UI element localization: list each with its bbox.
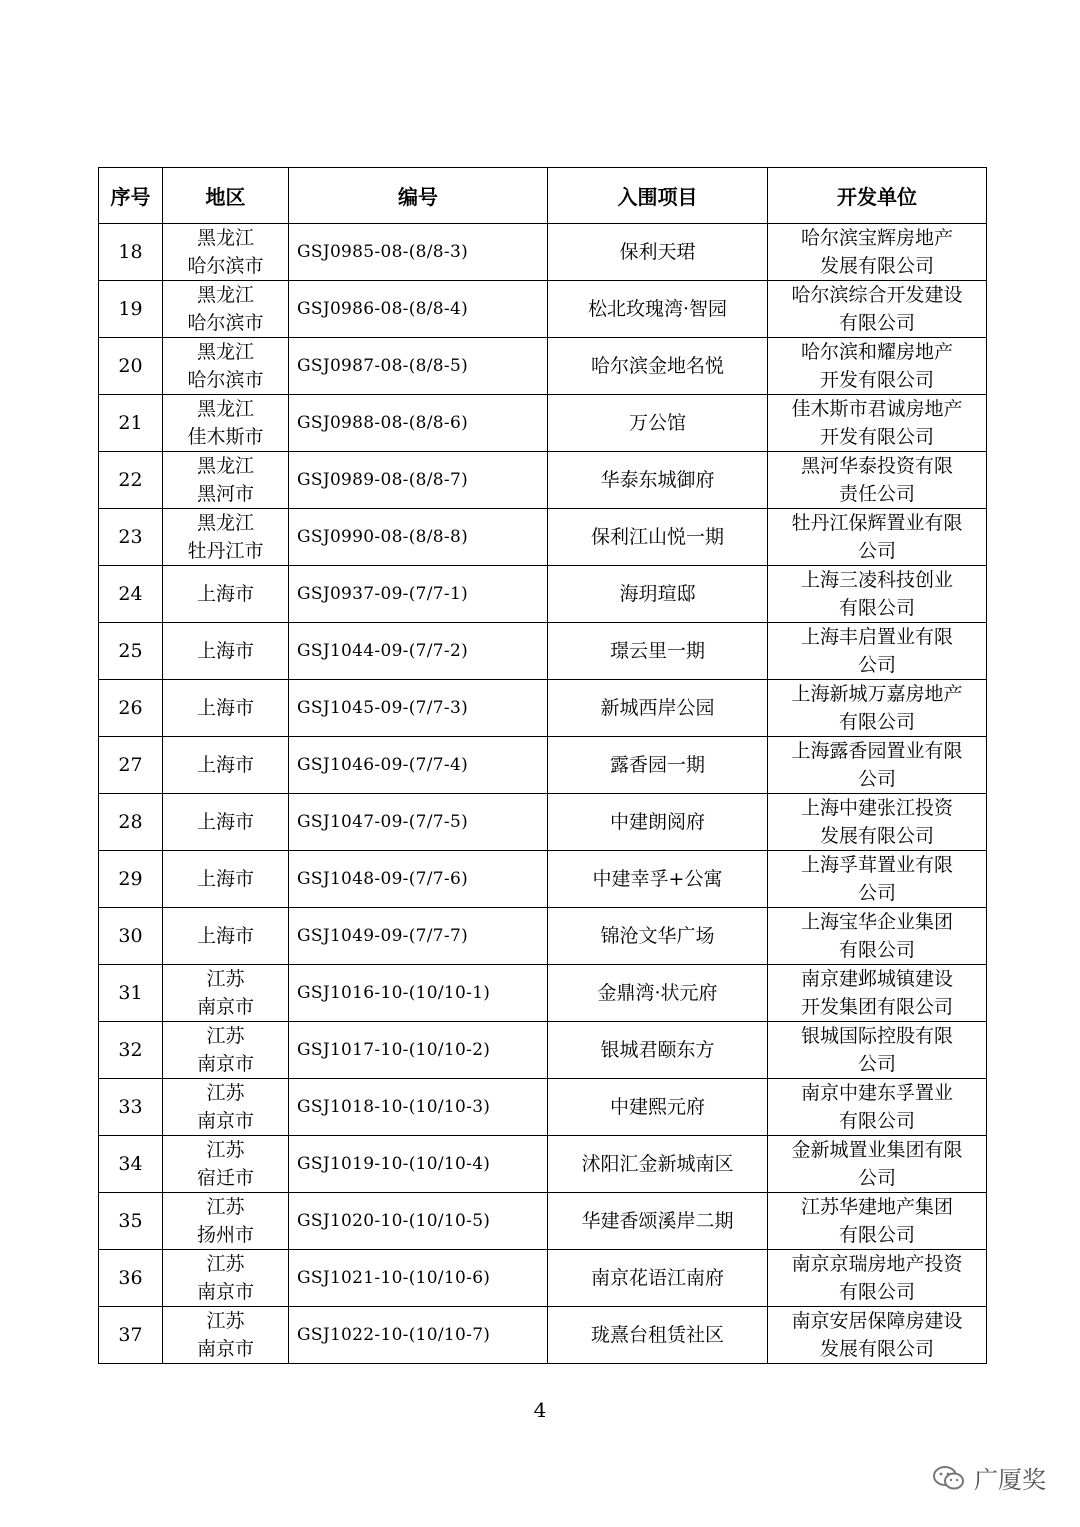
- region-line: 南京市: [196, 1281, 254, 1303]
- code-cell: GSJ0987-08-(8/8-5): [289, 338, 548, 395]
- region-cell: [163, 338, 289, 395]
- region-cell: [163, 965, 289, 1022]
- developer-cell: [768, 851, 987, 908]
- region-cell: [163, 794, 289, 851]
- region-cell: [163, 509, 289, 566]
- table-row: [99, 1193, 987, 1250]
- developer-cell: [768, 1307, 987, 1364]
- header-code: 编号: [289, 168, 548, 224]
- row-number-cell: 37: [99, 1307, 163, 1364]
- row-number-cell: 20: [99, 338, 163, 395]
- code-cell: GSJ0986-08-(8/8-4): [289, 281, 548, 338]
- developer-cell: [768, 452, 987, 509]
- table-row: [99, 965, 987, 1022]
- developer-cell: [768, 623, 987, 680]
- table-row: [99, 566, 987, 623]
- developer-cell: [768, 794, 987, 851]
- region-line: 哈尔滨市: [187, 369, 264, 391]
- developer-line: 黑河华泰投资有限: [800, 455, 953, 477]
- region-line: 黑龙江: [196, 341, 254, 363]
- region-line: 扬州市: [196, 1224, 254, 1246]
- project-cell: 保利天珺: [548, 224, 768, 281]
- row-number-cell: 26: [99, 680, 163, 737]
- region-line: 南京市: [196, 1338, 254, 1360]
- developer-line: 上海宝华企业集团: [800, 911, 953, 933]
- developer-line: 佳木斯市君诚房地产: [791, 398, 963, 420]
- developer-line: 上海新城万嘉房地产: [791, 683, 963, 705]
- table-row: [99, 1079, 987, 1136]
- project-cell: 南京花语江南府: [548, 1250, 768, 1307]
- region-cell: [163, 737, 289, 794]
- region-cell: [163, 1079, 289, 1136]
- region-line: 南京市: [196, 996, 254, 1018]
- row-number-cell: 31: [99, 965, 163, 1022]
- watermark-text: 广厦奖: [974, 1466, 1046, 1494]
- project-cell: 中建朗阅府: [548, 794, 768, 851]
- developer-cell: [768, 1250, 987, 1307]
- region-cell: [163, 623, 289, 680]
- region-line: 黑龙江: [196, 455, 254, 477]
- developer-cell: [768, 1022, 987, 1079]
- project-cell: 露香园一期: [548, 737, 768, 794]
- region-line: 黑河市: [196, 483, 254, 505]
- developer-line: 牡丹江保辉置业有限: [791, 512, 963, 534]
- developer-line: 南京建邺城镇建设: [800, 968, 953, 990]
- code-cell: GSJ1018-10-(10/10-3): [289, 1079, 548, 1136]
- developer-line: 公司: [857, 1167, 896, 1189]
- region-line: 哈尔滨市: [187, 255, 264, 277]
- developer-cell: [768, 908, 987, 965]
- developer-cell: [768, 566, 987, 623]
- developer-line: 公司: [857, 540, 896, 562]
- developer-line: 江苏华建地产集团: [800, 1196, 953, 1218]
- row-number-cell: 23: [99, 509, 163, 566]
- code-cell: GSJ1045-09-(7/7-3): [289, 680, 548, 737]
- table-row: [99, 794, 987, 851]
- region-line: 江苏: [206, 1025, 245, 1047]
- project-cell: 珑熹台租赁社区: [548, 1307, 768, 1364]
- table-row: [99, 851, 987, 908]
- code-cell: GSJ0985-08-(8/8-3): [289, 224, 548, 281]
- developer-line: 有限公司: [838, 939, 915, 961]
- project-cell: 保利江山悦一期: [548, 509, 768, 566]
- region-line: 宿迁市: [196, 1167, 254, 1189]
- code-cell: GSJ1017-10-(10/10-2): [289, 1022, 548, 1079]
- table-row: [99, 452, 987, 509]
- row-number-cell: 19: [99, 281, 163, 338]
- developer-line: 有限公司: [838, 1281, 915, 1303]
- developer-cell: [768, 509, 987, 566]
- developer-line: 公司: [857, 768, 896, 790]
- region-cell: [163, 224, 289, 281]
- code-cell: GSJ1047-09-(7/7-5): [289, 794, 548, 851]
- developer-line: 上海露香园置业有限: [791, 740, 963, 762]
- region-cell: [163, 281, 289, 338]
- developer-line: 南京京瑞房地产投资: [791, 1253, 963, 1275]
- table-row: [99, 737, 987, 794]
- row-number-cell: 21: [99, 395, 163, 452]
- developer-line: 银城国际控股有限: [800, 1025, 953, 1047]
- code-cell: GSJ1021-10-(10/10-6): [289, 1250, 548, 1307]
- code-cell: GSJ0989-08-(8/8-7): [289, 452, 548, 509]
- region-line: 黑龙江: [196, 512, 254, 534]
- region-line: 江苏: [206, 1196, 245, 1218]
- project-cell: 璟云里一期: [548, 623, 768, 680]
- developer-cell: [768, 281, 987, 338]
- table-row: [99, 395, 987, 452]
- developer-cell: [768, 338, 987, 395]
- code-cell: GSJ1046-09-(7/7-4): [289, 737, 548, 794]
- code-cell: GSJ1016-10-(10/10-1): [289, 965, 548, 1022]
- row-number-cell: 24: [99, 566, 163, 623]
- developer-line: 上海三凌科技创业: [800, 569, 953, 591]
- region-cell: [163, 566, 289, 623]
- region-cell: [163, 1250, 289, 1307]
- nominee-table: [98, 167, 987, 1364]
- region-line: 江苏: [206, 1139, 245, 1161]
- row-number-cell: 28: [99, 794, 163, 851]
- developer-line: 上海中建张江投资: [800, 797, 953, 819]
- developer-cell: [768, 1193, 987, 1250]
- row-number-cell: 18: [99, 224, 163, 281]
- code-cell: GSJ1049-09-(7/7-7): [289, 908, 548, 965]
- project-cell: 万公馆: [548, 395, 768, 452]
- developer-line: 金新城置业集团有限: [791, 1139, 963, 1161]
- region-cell: [163, 1022, 289, 1079]
- developer-line: 有限公司: [838, 711, 915, 733]
- developer-line: 上海孚茸置业有限: [800, 854, 953, 876]
- region-line: 南京市: [196, 1053, 254, 1075]
- project-cell: 锦沧文华广场: [548, 908, 768, 965]
- region-cell: [163, 1307, 289, 1364]
- region-line: 上海市: [196, 868, 254, 890]
- table-row: [99, 623, 987, 680]
- developer-cell: [768, 965, 987, 1022]
- code-cell: GSJ1048-09-(7/7-6): [289, 851, 548, 908]
- code-cell: GSJ1020-10-(10/10-5): [289, 1193, 548, 1250]
- table-row: [99, 1307, 987, 1364]
- table-row: [99, 509, 987, 566]
- project-cell: 华泰东城御府: [548, 452, 768, 509]
- developer-line: 哈尔滨宝辉房地产: [800, 227, 953, 249]
- row-number-cell: 30: [99, 908, 163, 965]
- code-cell: GSJ1022-10-(10/10-7): [289, 1307, 548, 1364]
- developer-line: 发展有限公司: [819, 255, 934, 277]
- developer-line: 公司: [857, 882, 896, 904]
- developer-line: 发展有限公司: [819, 1338, 934, 1360]
- region-line: 哈尔滨市: [187, 312, 264, 334]
- project-cell: 银城君颐东方: [548, 1022, 768, 1079]
- row-number-cell: 29: [99, 851, 163, 908]
- table-row: [99, 1136, 987, 1193]
- code-cell: GSJ0990-08-(8/8-8): [289, 509, 548, 566]
- region-line: 江苏: [206, 1253, 245, 1275]
- region-line: 上海市: [196, 583, 254, 605]
- developer-cell: [768, 1079, 987, 1136]
- row-number-cell: 25: [99, 623, 163, 680]
- developer-line: 有限公司: [838, 1110, 915, 1132]
- developer-line: 有限公司: [838, 312, 915, 334]
- row-number-cell: 36: [99, 1250, 163, 1307]
- region-line: 黑龙江: [196, 284, 254, 306]
- project-cell: 海玥瑄邸: [548, 566, 768, 623]
- developer-cell: [768, 1136, 987, 1193]
- project-cell: 松北玫瑰湾·智园: [548, 281, 768, 338]
- developer-line: 发展有限公司: [819, 825, 934, 847]
- developer-line: 开发有限公司: [819, 369, 934, 391]
- page-number: 4: [533, 1398, 547, 1422]
- region-cell: [163, 1193, 289, 1250]
- region-line: 上海市: [196, 697, 254, 719]
- table-row: [99, 224, 987, 281]
- row-number-cell: 32: [99, 1022, 163, 1079]
- region-line: 佳木斯市: [187, 426, 264, 448]
- header-no: 序号: [99, 168, 163, 224]
- table-row: [99, 680, 987, 737]
- developer-line: 公司: [857, 654, 896, 676]
- row-number-cell: 35: [99, 1193, 163, 1250]
- developer-line: 公司: [857, 1053, 896, 1075]
- project-cell: 金鼎湾·状元府: [548, 965, 768, 1022]
- header-developer: 开发单位: [768, 168, 987, 224]
- developer-cell: [768, 395, 987, 452]
- region-line: 黑龙江: [196, 227, 254, 249]
- developer-cell: [768, 680, 987, 737]
- project-cell: 沭阳汇金新城南区: [548, 1136, 768, 1193]
- region-line: 上海市: [196, 640, 254, 662]
- code-cell: GSJ1019-10-(10/10-4): [289, 1136, 548, 1193]
- project-cell: 华建香颂溪岸二期: [548, 1193, 768, 1250]
- developer-line: 开发有限公司: [819, 426, 934, 448]
- region-cell: [163, 1136, 289, 1193]
- row-number-cell: 34: [99, 1136, 163, 1193]
- region-cell: [163, 908, 289, 965]
- table-row: [99, 281, 987, 338]
- code-cell: GSJ0988-08-(8/8-6): [289, 395, 548, 452]
- developer-cell: [768, 737, 987, 794]
- project-cell: 新城西岸公园: [548, 680, 768, 737]
- region-cell: [163, 680, 289, 737]
- table-row: [99, 1250, 987, 1307]
- developer-line: 南京安居保障房建设: [791, 1310, 963, 1332]
- region-line: 南京市: [196, 1110, 254, 1132]
- project-cell: 哈尔滨金地名悦: [548, 338, 768, 395]
- developer-line: 上海丰启置业有限: [800, 626, 953, 648]
- developer-line: 有限公司: [838, 597, 915, 619]
- developer-line: 哈尔滨综合开发建设: [791, 284, 963, 306]
- developer-line: 南京中建东孚置业: [800, 1082, 953, 1104]
- developer-line: 开发集团有限公司: [800, 996, 953, 1018]
- region-line: 上海市: [196, 811, 254, 833]
- row-number-cell: 22: [99, 452, 163, 509]
- region-line: 黑龙江: [196, 398, 254, 420]
- table-header: [99, 168, 987, 224]
- region-line: 江苏: [206, 968, 245, 990]
- developer-line: 哈尔滨和耀房地产: [800, 341, 953, 363]
- developer-line: 有限公司: [838, 1224, 915, 1246]
- header-region: 地区: [163, 168, 289, 224]
- region-line: 江苏: [206, 1082, 245, 1104]
- region-line: 上海市: [196, 754, 254, 776]
- project-cell: 中建幸孚+公寓: [548, 851, 768, 908]
- row-number-cell: 33: [99, 1079, 163, 1136]
- header-row: [99, 168, 987, 224]
- watermark: [932, 1460, 1046, 1495]
- region-line: 江苏: [206, 1310, 245, 1332]
- region-line: 上海市: [196, 925, 254, 947]
- table-row: [99, 908, 987, 965]
- row-number-cell: 27: [99, 737, 163, 794]
- region-line: 牡丹江市: [187, 540, 264, 562]
- developer-line: 责任公司: [838, 483, 915, 505]
- project-cell: 中建熙元府: [548, 1079, 768, 1136]
- region-cell: [163, 452, 289, 509]
- table-row: [99, 1022, 987, 1079]
- header-project: 入围项目: [548, 168, 768, 224]
- region-cell: [163, 395, 289, 452]
- region-cell: [163, 851, 289, 908]
- table-body: [99, 224, 987, 1364]
- code-cell: GSJ1044-09-(7/7-2): [289, 623, 548, 680]
- wechat-icon: [932, 1465, 966, 1491]
- code-cell: GSJ0937-09-(7/7-1): [289, 566, 548, 623]
- developer-cell: [768, 224, 987, 281]
- table-row: [99, 338, 987, 395]
